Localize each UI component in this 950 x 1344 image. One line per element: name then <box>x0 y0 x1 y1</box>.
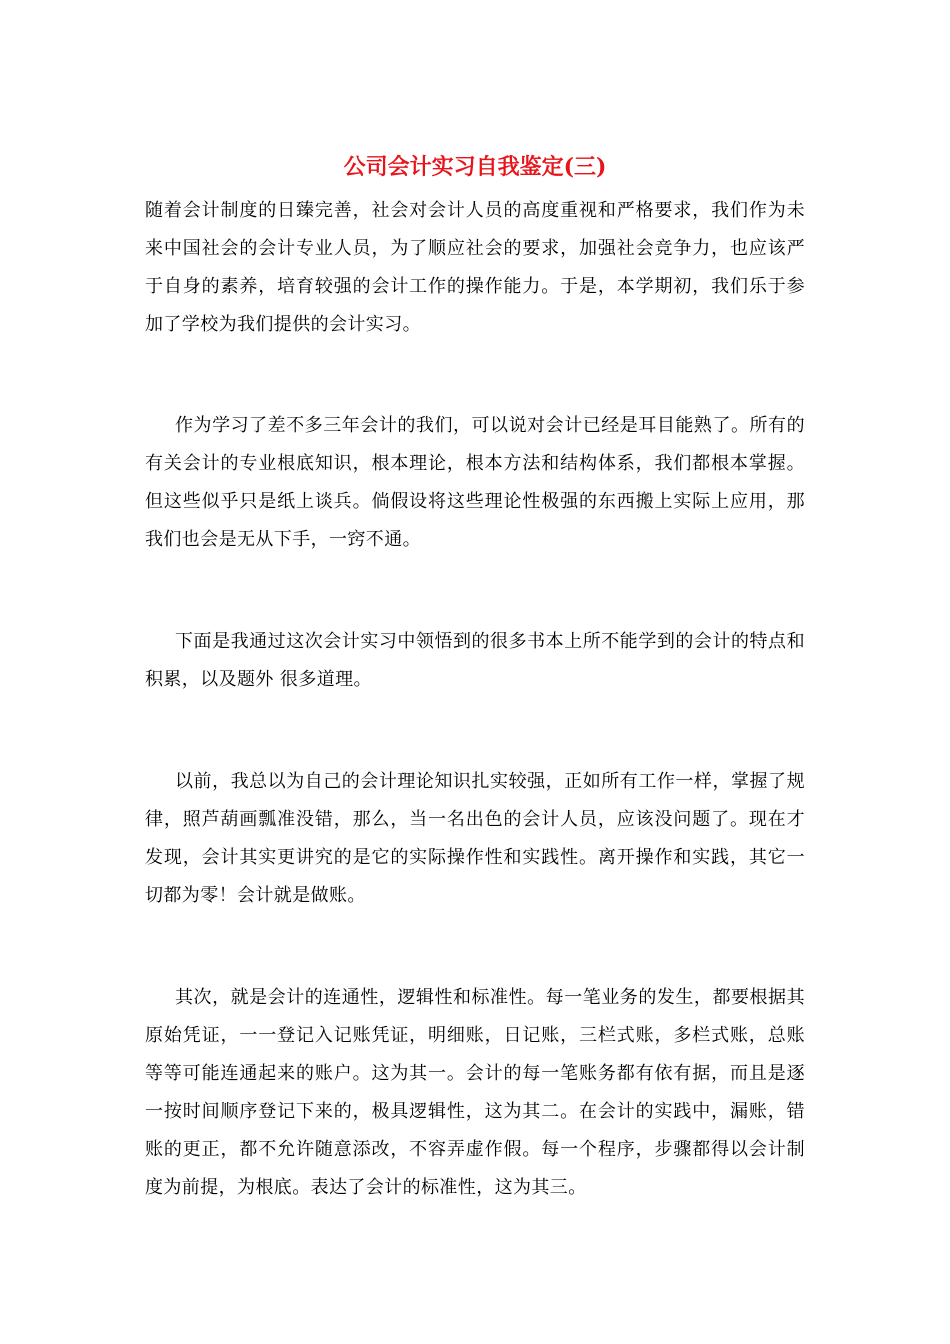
paragraph-characteristics: 其次，就是会计的连通性，逻辑性和标准性。每一笔业务的发生，都要根据其原始凭证，一一登记入记账凭证，明细账，日记账，三栏式账，多栏式账，总账等等可能连通起来的账户。这为其一。会计的每一笔账务都有依有据，而且是逐一按时间顺序登记下来的，极具逻辑性，这为其二。在会计的实践中，漏账，错账的更正，都不允许随意添改，不容弄虚作假。每一个程序，步骤都得以会计制度为前提，为根底。表达了会计的标准性，这为其三。 <box>145 987 805 1198</box>
document-title: 公司会计实习自我鉴定(三) <box>343 154 607 180</box>
paragraph-intro: 随着会计制度的日臻完善，社会对会计人员的高度重视和严格要求，我们作为未来中国社会的会计专业人员，为了顺应社会的要求，加强社会竞争力，也应该严于自身的素养，培育较强的会计工作的操作能力。于是，本学期初，我们乐于参加了学校为我们提供的会计实习。 <box>145 200 805 335</box>
paragraph-learning: 作为学习了差不多三年会计的我们，可以说对会计已经是耳目能熟了。所有的有关会计的专业根底知识，根本理论，根本方法和结构体系，我们都根本掌握。但这些似乎只是纸上谈兵。倘假设将这些理论性极强的东西搬上实际上应用，那我们也会是无从下手，一窍不通。 <box>145 415 805 550</box>
paragraph-practice: 以前，我总以为自己的会计理论知识扎实较强，正如所有工作一样，掌握了规律，照芦葫画瓢准没错，那么，当一名出色的会计人员，应该没问题了。现在才发现，会计其实更讲究的是它的实际操作性和实践性。离开操作和实践，其它一切都为零！会计就是做账。 <box>145 771 805 906</box>
paragraph-overview: 下面是我通过这次会计实习中领悟到的很多书本上所不能学到的会计的特点和积累，以及题外 很多道理。 <box>145 631 805 690</box>
